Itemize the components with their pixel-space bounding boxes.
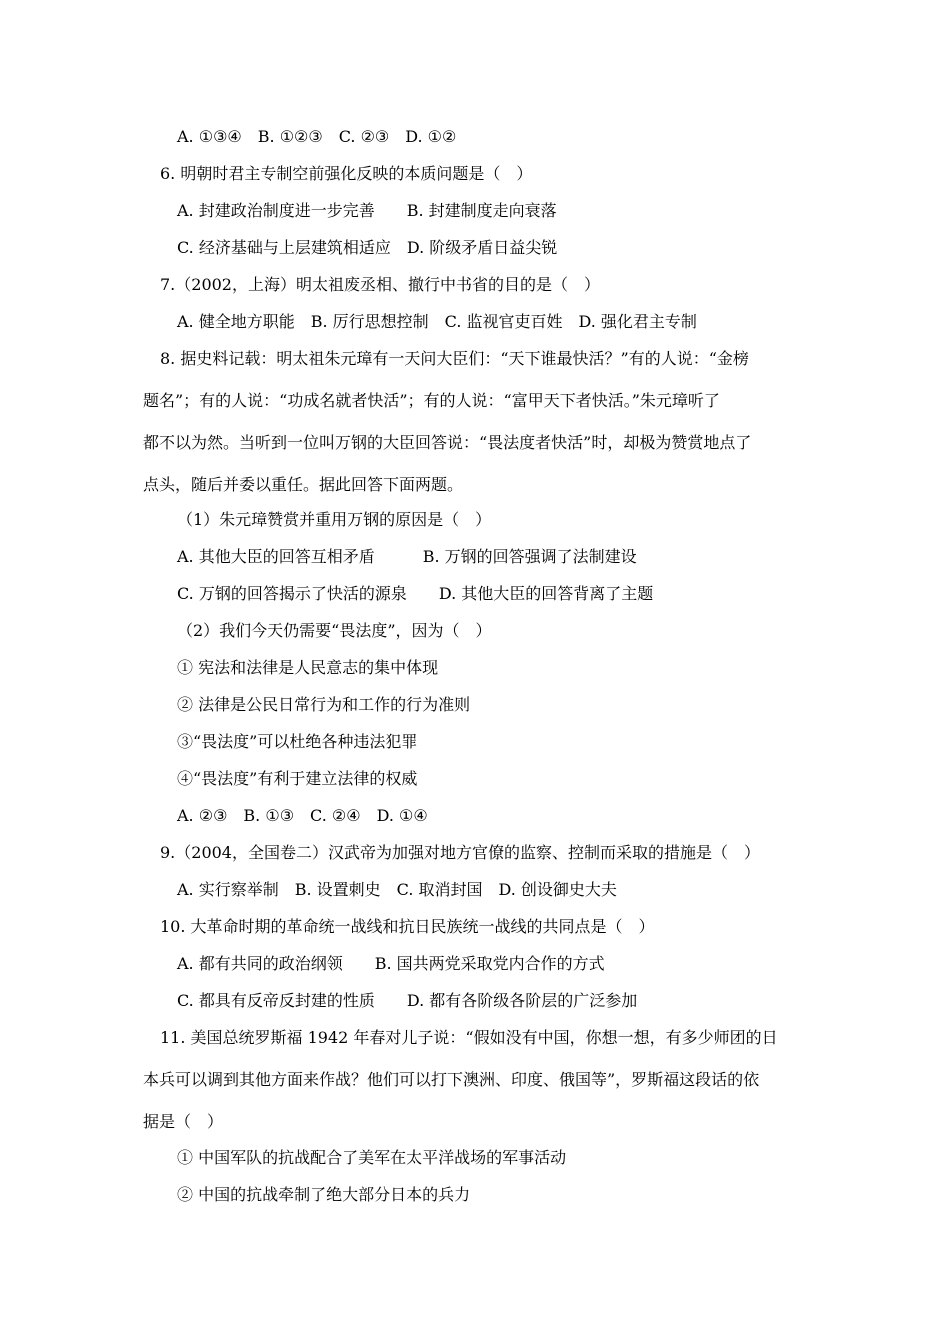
q6-options-ab: A. 封建政治制度进一步完善 B. 封建制度走向衰落 (177, 201, 557, 220)
q8-sub2-item-4: ④“畏法度”有利于建立法律的权威 (177, 769, 418, 788)
q11-stem-line-1: 11. 美国总统罗斯福 1942 年春对儿子说：“假如没有中国，你想一想，有多少师团的日 (160, 1028, 778, 1047)
q8-sub1-options-ab: A. 其他大臣的回答互相矛盾 B. 万钢的回答强调了法制建设 (177, 547, 637, 566)
q8-sub2-item-3: ③“畏法度”可以杜绝各种违法犯罪 (177, 732, 418, 751)
q9-options: A. 实行察举制 B. 设置刺史 C. 取消封国 D. 创设御史大夫 (177, 880, 617, 899)
q10-stem: 10. 大革命时期的革命统一战线和抗日民族统一战线的共同点是（ ） (160, 917, 655, 936)
q9-stem: 9.（2004，全国卷二）汉武帝为加强对地方官僚的监察、控制而采取的措施是（ ） (160, 843, 760, 862)
q8-stem-line-1: 8. 据史料记载：明太祖朱元璋有一天问大臣们：“天下谁最快活？”有的人说：“金榜 (160, 349, 749, 368)
q7-options: A. 健全地方职能 B. 厉行思想控制 C. 监视官吏百姓 D. 强化君主专制 (177, 312, 697, 331)
q11-stem-line-2: 本兵可以调到其他方面来作战？他们可以打下澳洲、印度、俄国等”，罗斯福这段话的依 (143, 1070, 760, 1089)
q8-stem-line-4: 点头，随后并委以重任。据此回答下面两题。 (143, 475, 464, 494)
q8-sub2-item-1: ① 宪法和法律是人民意志的集中体现 (177, 658, 439, 677)
q8-sub2-stem: （2）我们今天仍需要“畏法度”，因为（ ） (177, 621, 492, 640)
q7-stem: 7.（2002，上海）明太祖废丞相、撤行中书省的目的是（ ） (160, 275, 600, 294)
q11-item-1: ① 中国军队的抗战配合了美军在太平洋战场的军事活动 (177, 1148, 567, 1167)
q8-sub1-options-cd: C. 万钢的回答揭示了快活的源泉 D. 其他大臣的回答背离了主题 (177, 584, 654, 603)
q8-stem-line-3: 都不以为然。当听到一位叫万钢的大臣回答说：“畏法度者快活”时，却极为赞赏地点了 (143, 433, 752, 452)
q8-sub1-stem: （1）朱元璋赞赏并重用万钢的原因是（ ） (177, 510, 492, 529)
q5-options: A. ①③④ B. ①②③ C. ②③ D. ①② (177, 127, 457, 146)
q8-stem-line-2: 题名”；有的人说：“功成名就者快活”；有的人说：“富甲天下者快活。”朱元璋听了 (143, 391, 720, 410)
q10-options-cd: C. 都具有反帝反封建的性质 D. 都有各阶级各阶层的广泛参加 (177, 991, 638, 1010)
q8-sub2-options: A. ②③ B. ①③ C. ②④ D. ①④ (177, 806, 428, 825)
q11-item-2: ② 中国的抗战牵制了绝大部分日本的兵力 (177, 1185, 471, 1204)
q6-stem: 6. 明朝时君主专制空前强化反映的本质问题是（ ） (160, 164, 533, 183)
q10-options-ab: A. 都有共同的政治纲领 B. 国共两党采取党内合作的方式 (177, 954, 605, 973)
q6-options-cd: C. 经济基础与上层建筑相适应 D. 阶级矛盾日益尖锐 (177, 238, 558, 257)
q11-stem-line-3: 据是（ ） (143, 1112, 224, 1131)
q8-sub2-item-2: ② 法律是公民日常行为和工作的行为准则 (177, 695, 471, 714)
